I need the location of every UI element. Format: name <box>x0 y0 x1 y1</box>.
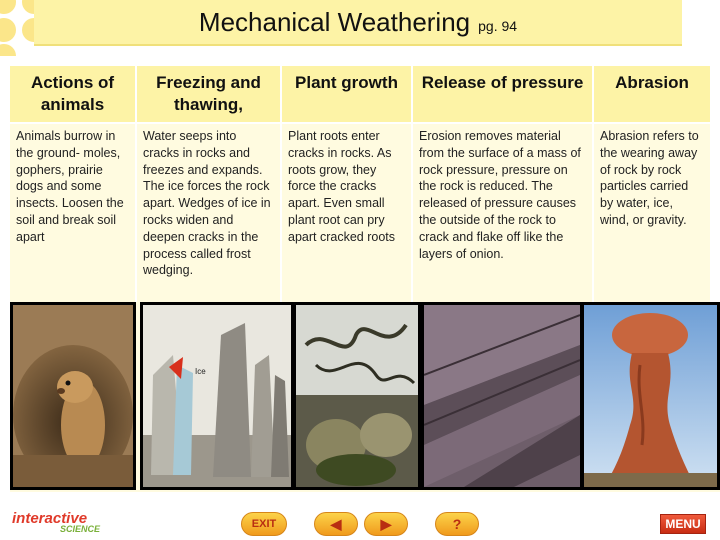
column-body-pressure: Erosion removes material from the surface of a mass of rock pressure, pressure on the rock is reduced. The released of pressure causes the outside of the rock to crack and flake off like the layers of onion. <box>413 124 594 304</box>
column-heading-pressure: Release of pressure <box>413 66 594 124</box>
column-heading-animals: Actions of animals <box>10 66 137 124</box>
back-button[interactable]: ◀ <box>314 512 358 536</box>
balanced-rock-image <box>584 305 717 487</box>
column-body-plant-growth: Plant roots enter cracks in rocks. As roots grow, they force the cracks apart. Even small plant root can pry apart cracked roots <box>282 124 413 304</box>
title-bar <box>34 0 682 46</box>
column-heading-plant-growth: Plant growth <box>282 66 413 124</box>
page-title: Mechanical Weathering <box>198 6 471 37</box>
prairie-dog-image <box>13 305 133 487</box>
column-heading-abrasion: Abrasion <box>594 66 710 124</box>
plant-growth-image <box>296 305 418 487</box>
frost-wedging-image <box>143 305 291 487</box>
column-body-freezing: Water seeps into cracks in rocks and freezes and expands. The ice forces the rock apart. Wedges of ice in rocks widen and deepen cracks in the process called frost wedging. <box>137 124 282 304</box>
weathering-table <box>10 66 710 304</box>
photo-prairie-dog <box>10 302 136 490</box>
photo-frost-wedging <box>140 302 294 490</box>
forward-button[interactable]: ▶ <box>364 512 408 536</box>
exit-button[interactable]: EXIT <box>241 512 287 536</box>
column-body-abrasion: Abrasion refers to the wearing away of rock by rock particles carried by water, ice, wind, or gravity. <box>594 124 710 304</box>
photo-abrasion <box>581 302 720 490</box>
menu-button[interactable]: MENU <box>660 514 706 534</box>
column-heading-freezing: Freezing and thawing, <box>137 66 282 124</box>
help-button[interactable]: ? <box>435 512 479 536</box>
exfoliation-image <box>424 305 580 487</box>
photo-release-of-pressure <box>421 302 583 490</box>
interactive-science-logo: interactive <box>12 510 88 527</box>
page-reference: pg. 94 <box>478 18 518 34</box>
interactive-science-logo-sub: SCIENCE <box>60 524 101 534</box>
photo-plant-growth <box>293 302 421 490</box>
column-body-animals: Animals burrow in the ground- moles, gophers, prairie dogs and some insects. Loosen the soil and break soil apart <box>10 124 137 304</box>
ice-label: Ice <box>195 367 206 376</box>
bottom-navigation-bar <box>0 500 720 540</box>
photo-strip <box>10 302 720 492</box>
